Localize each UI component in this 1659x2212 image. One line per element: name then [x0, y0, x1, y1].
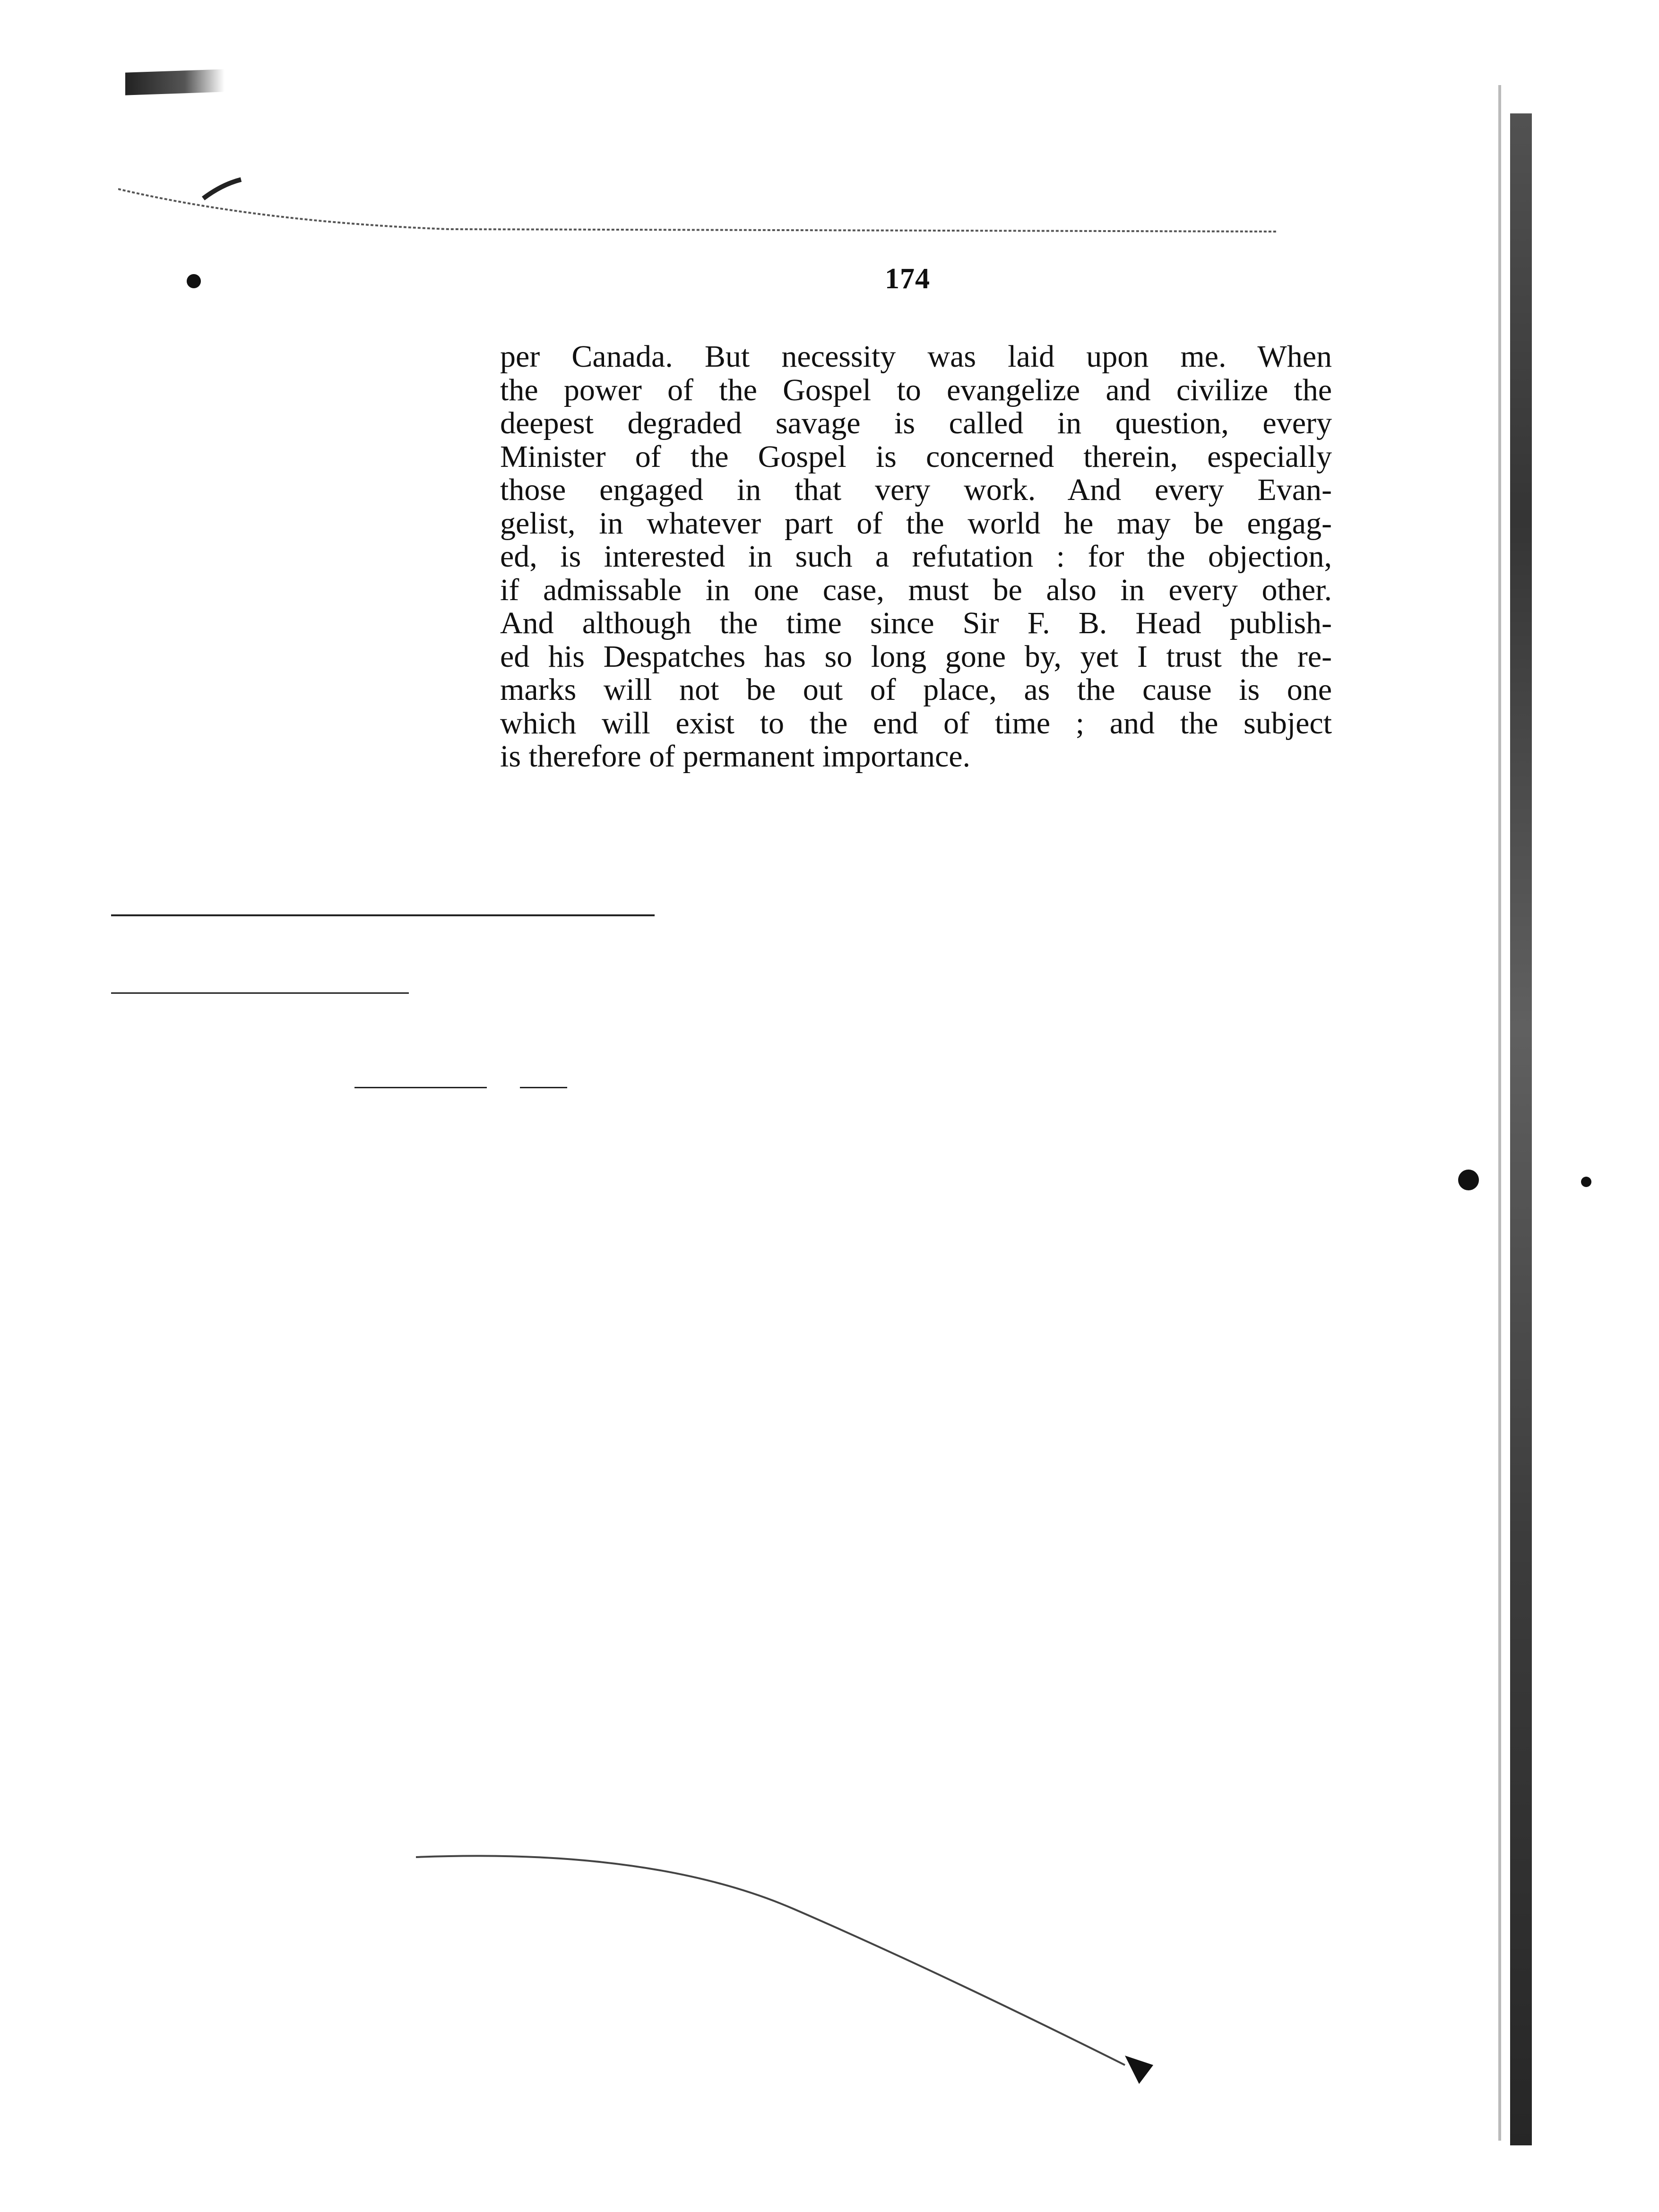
text-line: Minister of the Gospel is concerned therein, especially: [500, 440, 1332, 473]
scan-arc-line: [118, 170, 1276, 255]
scan-smudge: [125, 69, 225, 95]
scan-arc-line: [416, 1852, 1219, 2136]
scan-rule-line: [111, 914, 655, 916]
text-line: is therefore of permanent importance.: [500, 740, 971, 774]
text-line: And although the time since Sir F. B. Head publish-: [500, 607, 1332, 640]
text-line: ed his Despatches has so long gone by, yet I trust the re-: [500, 640, 1332, 673]
text-line: deepest degraded savage is called in question, every: [500, 407, 1332, 440]
scan-rule-line: [354, 1087, 487, 1088]
scan-rule-line: [520, 1087, 567, 1088]
text-line: the power of the Gospel to evangelize and civilize the: [500, 373, 1332, 407]
page-number: 174: [885, 263, 930, 295]
page-edge-line: [1498, 85, 1501, 2141]
text-line: ed, is interested in such a refutation : for the objection,: [500, 540, 1332, 574]
body-paragraph: [500, 340, 1332, 774]
text-line: marks will not be out of place, as the cause is one: [500, 673, 1332, 707]
page-binding-shadow: [1510, 113, 1532, 2145]
ink-blot: [187, 274, 201, 288]
ink-blot: [1458, 1170, 1479, 1190]
scan-rule-line: [111, 992, 409, 994]
text-line: those engaged in that very work. And every Evan-: [500, 473, 1332, 507]
text-line: if admissable in one case, must be also in every other.: [500, 573, 1332, 607]
text-line: which will exist to the end of time ; and the subject: [500, 706, 1332, 740]
text-line: gelist, in whatever part of the world he may be engag-: [500, 507, 1332, 540]
text-line: per Canada. But necessity was laid upon me. When: [500, 340, 1332, 374]
ink-blot: [1581, 1177, 1591, 1187]
